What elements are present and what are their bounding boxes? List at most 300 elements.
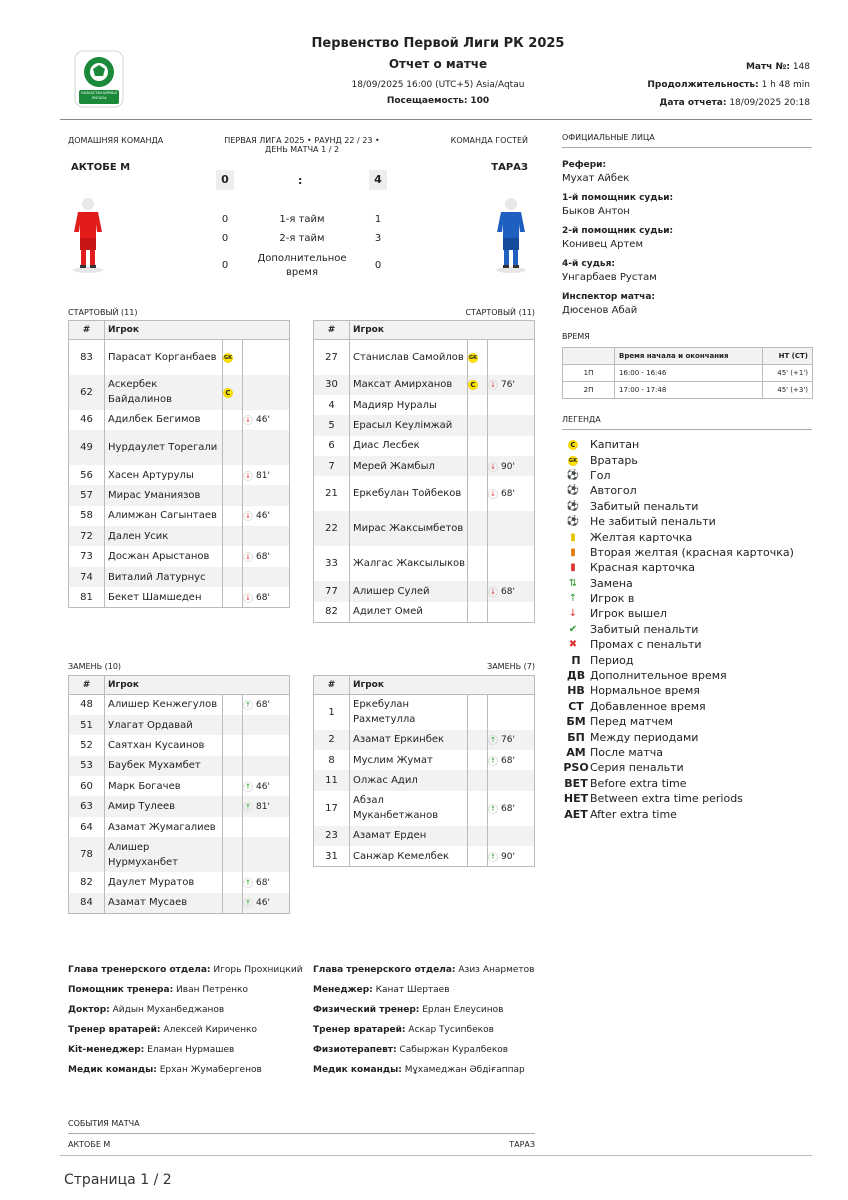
staff-role: Медик команды: (68, 1065, 157, 1075)
legend-abbr-item (562, 776, 812, 791)
legend-label: Не забитый пенальти (590, 515, 716, 529)
player-number: 82 (69, 872, 105, 892)
staff-entry (313, 1025, 553, 1045)
substitution-event (243, 782, 270, 792)
player-name: Диас Лесбек (350, 436, 468, 456)
col-player-header: Игрок (105, 676, 290, 695)
table-header-row (69, 321, 290, 340)
table-row (69, 735, 290, 755)
p1-home: 0 (221, 214, 229, 225)
event-minute: 68' (501, 489, 515, 500)
legend-label: Вторая желтая (красная карточка) (590, 545, 794, 559)
staff-role: Физический тренер: (313, 1005, 420, 1015)
staff-role: Тренер вратарей: (68, 1025, 161, 1035)
table-row (69, 567, 290, 587)
table-row (69, 485, 290, 505)
legend-label: Between extra time periods (590, 792, 743, 806)
player-badge-cell (468, 750, 488, 770)
player-number: 57 (69, 485, 105, 505)
staff-name: Игорь Прохницкий (213, 965, 303, 975)
table-row (314, 770, 535, 790)
home-staff (68, 965, 308, 1085)
player-number: 84 (69, 893, 105, 913)
event-minute: 68' (256, 552, 270, 563)
report-date-label: Дата отчета: (659, 98, 727, 108)
staff-entry (68, 965, 308, 985)
substitution-event (243, 593, 270, 603)
legend-label: Вратарь (590, 453, 638, 467)
player-number: 83 (69, 340, 105, 375)
staff-name: Ерхан Жумабергенов (159, 1065, 262, 1075)
away-score: 4 (369, 170, 387, 190)
yellow-card-icon: ▮ (570, 531, 576, 543)
player-number: 30 (314, 375, 350, 395)
col-player-header: Игрок (350, 676, 535, 695)
legend-abbr: BET (564, 776, 588, 790)
player-number: 53 (69, 756, 105, 776)
legend-abbr: СТ (568, 699, 584, 713)
player-badge-cell (223, 715, 243, 735)
staff-entry (68, 1045, 308, 1065)
player-event-cell (488, 436, 535, 456)
player-event-cell (243, 526, 290, 546)
away-team-name: ТАРАЗ (491, 162, 528, 173)
event-minute: 68' (501, 803, 515, 814)
away-starting-table (313, 320, 535, 623)
lineup-table (313, 320, 535, 623)
player-badge-cell (223, 485, 243, 505)
player-name: Еркебулан Рахметулла (350, 695, 468, 730)
duration-value: 1 h 48 min (761, 80, 810, 90)
player-event-cell (488, 546, 535, 581)
substitution-event (488, 462, 515, 472)
player-name: Жалгас Жаксылыков (350, 546, 468, 581)
footer-divider (60, 1155, 812, 1156)
player-event-cell (488, 770, 535, 790)
legend-abbr-item (562, 745, 812, 760)
player-name: Марк Богачев (105, 776, 223, 796)
lineup-table (68, 320, 290, 608)
official-role: 1-й помощник судьи: (562, 193, 674, 203)
legend-item (562, 437, 812, 452)
table-row (69, 506, 290, 526)
home-team-name: АКТОБЕ М (71, 162, 131, 173)
substitution-event (243, 415, 270, 425)
penalty-missed-icon: ⚽ (566, 516, 580, 528)
staff-entry (68, 1025, 308, 1045)
player-badge-cell (468, 770, 488, 790)
legend-item (562, 560, 812, 575)
player-badge-cell (223, 872, 243, 892)
legend-abbr: PSO (563, 761, 589, 775)
player-badge-cell (468, 415, 488, 435)
official-name: Унгарбаев Рустам (562, 272, 657, 283)
table-row (314, 375, 535, 395)
player-event-cell (243, 340, 290, 375)
table-row (69, 872, 290, 892)
substitution-event (488, 735, 515, 745)
time-head-range: Время начала и окончания (615, 348, 763, 365)
legend-label: Серия пенальти (590, 761, 684, 775)
legend-abbr-item (562, 652, 812, 667)
goalkeeper-icon: GK (469, 355, 477, 362)
player-event-cell (243, 430, 290, 465)
staff-name: Еламан Нурмашев (147, 1045, 235, 1055)
player-number: 6 (314, 436, 350, 456)
p2-home: 0 (221, 233, 229, 244)
p3-label: Дополнительное время (257, 253, 347, 278)
time-table (562, 347, 813, 399)
player-out-icon: ↓ (243, 552, 253, 562)
table-header-row (69, 676, 290, 695)
col-number-header: # (69, 676, 105, 695)
substitution-event (488, 380, 515, 390)
player-number: 56 (69, 465, 105, 485)
legend-abbr: БМ (566, 715, 586, 729)
table-row (69, 695, 290, 715)
legend-label: Промах с пенальти (590, 638, 702, 652)
player-in-icon: ↑ (243, 700, 253, 710)
player-event-cell (488, 791, 535, 826)
event-minute: 76' (501, 735, 515, 746)
staff-name: Алексей Кириченко (163, 1025, 257, 1035)
staff-entry (313, 985, 553, 1005)
player-number: 1 (314, 695, 350, 730)
player-in-icon: ↑ (488, 852, 498, 862)
table-row (69, 430, 290, 465)
legend-item (562, 591, 812, 606)
captain-icon: C (468, 380, 478, 390)
player-number: 77 (314, 581, 350, 601)
page-number: Страница 1 / 2 (64, 1172, 172, 1188)
event-minute: 81' (256, 802, 270, 813)
goal-icon: ⚽ (566, 469, 580, 481)
staff-entry (313, 965, 553, 985)
legend-label: Добавленное время (590, 699, 706, 713)
table-row (69, 526, 290, 546)
p2-label: 2-я тайм (279, 233, 325, 244)
events-home-team: АКТОБЕ М (68, 1140, 111, 1149)
player-badge-cell (223, 817, 243, 837)
match-number (746, 62, 810, 72)
event-minute: 81' (256, 470, 270, 481)
player-badge-cell (223, 893, 243, 913)
event-minute: 68' (256, 877, 270, 888)
official-name: Дюсенов Абай (562, 305, 638, 316)
official-name: Мухат Айбек (562, 173, 630, 184)
player-event-cell (243, 587, 290, 607)
player-number: 78 (69, 837, 105, 872)
player-event-cell (243, 817, 290, 837)
shootout-missed-icon: ✖ (568, 639, 578, 651)
staff-role: Тренер вратарей: (313, 1025, 406, 1035)
staff-entry (313, 1045, 553, 1065)
substitution-event (243, 802, 270, 812)
report-date-value: 18/09/2025 20:18 (729, 98, 810, 108)
legend-abbr-item (562, 714, 812, 729)
home-starting-label: СТАРТОВЫЙ (11) (68, 308, 138, 317)
legend-item (562, 622, 812, 637)
player-badge-cell (468, 546, 488, 581)
legend-item (562, 452, 812, 467)
table-row (314, 846, 535, 866)
report-subtitle: Отчет о матче (388, 57, 488, 71)
p1-away: 1 (374, 214, 382, 225)
table-row (314, 695, 535, 730)
player-event-cell (243, 735, 290, 755)
player-event-cell (488, 375, 535, 395)
substitution-icon: ⇅ (568, 577, 578, 589)
legend-label: Гол (590, 468, 611, 482)
player-number: 4 (314, 395, 350, 415)
player-badge-cell (468, 436, 488, 456)
player-badge-cell (223, 756, 243, 776)
player-name: Досжан Арыстанов (105, 546, 223, 566)
player-event-cell (488, 581, 535, 601)
substitution-event (488, 804, 515, 814)
player-event-cell (243, 837, 290, 872)
away-subs-label: ЗАМЕНЬ (7) (487, 662, 535, 671)
legend-title: ЛЕГЕНДА (562, 415, 601, 424)
player-name: Азамат Еркинбек (350, 730, 468, 750)
player-in-icon: ↑ (488, 735, 498, 745)
player-name: Алишер Сулей (350, 581, 468, 601)
substitution-event (243, 878, 270, 888)
p3-away: 0 (374, 260, 382, 271)
staff-name: Сабыржан Куралбеков (399, 1045, 509, 1055)
player-event-cell (243, 893, 290, 913)
player-name: Баубек Мухамбет (105, 756, 223, 776)
event-minute: 68' (501, 755, 515, 766)
player-name: Амир Тулеев (105, 796, 223, 816)
match-datetime: 18/09/2025 16:00 (UTC+5) Asia/Aqtau (351, 80, 525, 90)
player-badge-cell (223, 837, 243, 872)
player-event-cell (488, 602, 535, 622)
penalty-scored-icon: ⚽ (566, 500, 580, 512)
table-row (314, 511, 535, 546)
player-badge-cell (468, 826, 488, 846)
player-name: Азамат Мусаев (105, 893, 223, 913)
legend-label: Нормальное время (590, 684, 700, 698)
event-minute: 90' (501, 461, 515, 472)
legend-item (562, 529, 812, 544)
player-event-cell (243, 485, 290, 505)
legend-label: Между периодами (590, 730, 699, 744)
col-player-header: Игрок (350, 321, 535, 340)
player-event-cell (243, 776, 290, 796)
player-event-cell (488, 340, 535, 375)
table-row (314, 415, 535, 435)
staff-entry (313, 1065, 553, 1085)
table-row (314, 546, 535, 581)
table-row (314, 730, 535, 750)
legend-abbr: АМ (566, 746, 586, 759)
staff-name: Иван Петренко (176, 985, 248, 995)
substitution-event (243, 511, 270, 521)
table-row (314, 436, 535, 456)
staff-name: Аскар Тусипбеков (408, 1025, 494, 1035)
table-row (69, 465, 290, 485)
legend-abbr: ДВ (566, 669, 586, 683)
header-divider (60, 119, 812, 120)
player-out-icon: ↓ (243, 415, 253, 425)
player-badge-cell (223, 506, 243, 526)
player-badge-cell (468, 791, 488, 826)
legend-abbr: П (571, 653, 581, 667)
player-number: 52 (69, 735, 105, 755)
player-event-cell (243, 872, 290, 892)
player-name: Ерасыл Кеулімжай (350, 415, 468, 435)
legend-abbr: AET (564, 807, 588, 821)
player-out-icon: ↓ (568, 608, 578, 620)
player-event-cell (243, 375, 290, 410)
player-number: 81 (69, 587, 105, 607)
table-row (69, 776, 290, 796)
legend-item (562, 637, 812, 652)
staff-role: Kit-менеджер: (68, 1045, 145, 1055)
time-ht: 45' (+1') (763, 365, 813, 382)
lineup-table (313, 675, 535, 867)
report-title: Первенство Первой Лиги РК 2025 (311, 36, 565, 51)
table-row (69, 893, 290, 913)
table-header-row (314, 321, 535, 340)
player-number: 33 (314, 546, 350, 581)
substitution-event (243, 552, 270, 562)
official-role: 2-й помощник судьи: (562, 226, 674, 236)
officials-list (562, 160, 812, 316)
substitution-event (488, 852, 515, 862)
col-number-header: # (69, 321, 105, 340)
player-out-icon: ↓ (488, 587, 498, 597)
player-name: Адилбек Бегимов (105, 410, 223, 430)
score-separator: : (298, 174, 303, 187)
player-event-cell (488, 395, 535, 415)
goalkeeper-icon: GK (224, 355, 232, 362)
player-in-icon: ↑ (488, 804, 498, 814)
player-name: Аскербек Байдалинов (105, 375, 223, 410)
events-title: СОБЫТИЯ МАТЧА (68, 1119, 140, 1128)
player-number: 5 (314, 415, 350, 435)
table-row (314, 456, 535, 476)
staff-name: Мұхамеджан Әбдіғаппар (404, 1065, 525, 1075)
player-badge-cell (223, 526, 243, 546)
player-number: 23 (314, 826, 350, 846)
player-badge-cell (223, 735, 243, 755)
player-number: 60 (69, 776, 105, 796)
player-number: 58 (69, 506, 105, 526)
legend-abbr-item (562, 683, 812, 698)
player-name: Алишер Нурмуханбет (105, 837, 223, 872)
legend-abbr-item (562, 806, 812, 821)
official-role: Рефери: (562, 160, 607, 170)
legend-label: Желтая карточка (590, 530, 693, 544)
time-period: 1П (563, 365, 615, 382)
player-event-cell (243, 796, 290, 816)
staff-name: Айдын Муханбеджанов (112, 1005, 225, 1015)
home-subs-label: ЗАМЕНЬ (10) (68, 662, 122, 671)
legend-abbr-item (562, 668, 812, 683)
event-minute: 90' (501, 851, 515, 862)
home-team-label: ДОМАШНЯЯ КОМАНДА (68, 136, 164, 145)
player-name: Азамат Ерден (350, 826, 468, 846)
player-event-cell (488, 750, 535, 770)
legend-abbr-item (562, 699, 812, 714)
player-badge-cell (468, 730, 488, 750)
official-entry (562, 160, 812, 184)
substitution-event (243, 700, 270, 710)
away-kit-icon (493, 194, 529, 278)
player-event-cell (488, 511, 535, 546)
player-number: 74 (69, 567, 105, 587)
player-out-icon: ↓ (243, 593, 253, 603)
official-role: 4-й судья: (562, 259, 615, 269)
player-name: Станислав Самойлов (350, 340, 468, 375)
event-minute: 46' (256, 415, 270, 426)
staff-name: Ерлан Елеусинов (422, 1005, 504, 1015)
substitution-event (488, 489, 515, 499)
match-number-value: 148 (792, 62, 810, 72)
staff-entry (68, 1065, 308, 1085)
player-number: 2 (314, 730, 350, 750)
events-away-team: ТАРАЗ (509, 1140, 535, 1149)
events-divider (68, 1133, 535, 1134)
away-starting-label: СТАРТОВЫЙ (11) (465, 308, 535, 317)
event-minute: 68' (256, 700, 270, 711)
player-number: 46 (69, 410, 105, 430)
event-minute: 46' (256, 781, 270, 792)
player-event-cell (243, 546, 290, 566)
legend-label: Замена (590, 576, 633, 590)
p2-away: 3 (374, 233, 382, 244)
event-minute: 68' (501, 587, 515, 598)
table-row (69, 715, 290, 735)
event-minute: 46' (256, 511, 270, 522)
substitution-event (243, 898, 270, 908)
player-in-icon: ↑ (243, 802, 253, 812)
table-row (69, 756, 290, 776)
player-name: Муслим Жумат (350, 750, 468, 770)
player-badge-cell (223, 776, 243, 796)
attendance-label: Посещаемость: (386, 96, 468, 106)
staff-entry (68, 985, 308, 1005)
player-badge-cell (223, 587, 243, 607)
home-subs-table (68, 675, 290, 914)
legend-label: Перед матчем (590, 715, 673, 729)
duration-label: Продолжительность: (647, 80, 759, 90)
player-number: 8 (314, 750, 350, 770)
player-badge-cell (223, 465, 243, 485)
captain-icon: C (562, 439, 584, 450)
logo-text: КАЗАХСТАН БІРІНШІ ЛИГАСЫ (81, 91, 117, 100)
player-event-cell (488, 456, 535, 476)
time-range: 17:00 - 17:48 (615, 382, 763, 399)
player-badge-cell (223, 430, 243, 465)
officials-title: ОФИЦИАЛЬНЫЕ ЛИЦА (562, 133, 655, 142)
player-badge-cell (468, 695, 488, 730)
player-in-icon: ↑ (243, 782, 253, 792)
table-row (314, 791, 535, 826)
player-name: Абзал Муканбетжанов (350, 791, 468, 826)
player-event-cell (243, 465, 290, 485)
time-period: 2П (563, 382, 615, 399)
player-out-icon: ↓ (243, 471, 253, 481)
player-number: 72 (69, 526, 105, 546)
player-name: Мерей Жамбыл (350, 456, 468, 476)
legend-item (562, 576, 812, 591)
player-name: Даулет Муратов (105, 872, 223, 892)
away-staff (313, 965, 553, 1085)
player-name: Мирас Жаксымбетов (350, 511, 468, 546)
